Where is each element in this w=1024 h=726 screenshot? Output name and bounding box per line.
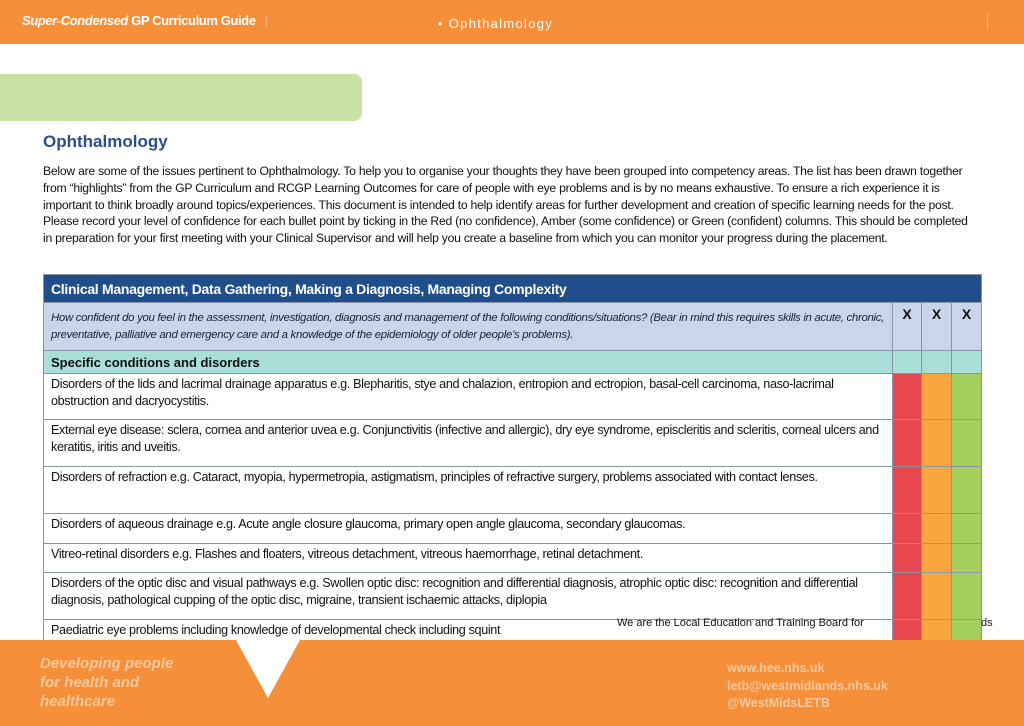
amber-tick-cell[interactable] <box>922 374 952 420</box>
condition-row <box>44 467 982 514</box>
condition-text: External eye disease: sclera, cornea and anterior uvea e.g. Conjunctivitis (infective and allergic), dry eye syndrome, episcleritis and scleritis, corneal ulcers and keratitis, iritis and uveitis. <box>44 420 893 467</box>
amber-column-mark: X <box>922 303 952 351</box>
condition-text: Disorders of the lids and lacrimal drainage apparatus e.g. Blepharitis, stye and chalazion, entropion and ectropion, basal-cell carcinoma, naso-lacrimal obstruction and dacryocystitis. <box>44 374 893 420</box>
subheading: Specific conditions and disorders <box>44 351 893 374</box>
footer-bar <box>0 640 1024 726</box>
table-heading-row <box>44 275 982 303</box>
condition-text: Disorders of aqueous drainage e.g. Acute angle closure glaucoma, primary open angle glaucoma, secondary glaucomas. <box>44 514 893 544</box>
condition-row <box>44 374 982 420</box>
table-heading: Clinical Management, Data Gathering, Making a Diagnosis, Managing Complexity <box>44 275 982 303</box>
green-tick-cell[interactable] <box>952 420 982 467</box>
condition-text: Paediatric eye problems including knowledge of developmental check including squint <box>44 620 893 650</box>
guide-title-italic: Super-Condensed <box>22 13 128 28</box>
tagline-line: for health and <box>40 674 140 691</box>
condition-row <box>44 514 982 544</box>
amber-tick-cell[interactable] <box>922 573 952 620</box>
header-bar <box>0 0 1024 44</box>
amber-tick-cell[interactable] <box>922 420 952 467</box>
condition-text: Disorders of refraction e.g. Cataract, myopia, hypermetropia, astigmatism, principles of refractive surgery, problems associated with contact lenses. <box>44 467 893 514</box>
green-tick-cell[interactable] <box>952 573 982 620</box>
section-label: • Ophthalmology <box>438 16 554 31</box>
subheading-row <box>44 351 982 374</box>
condition-text: Vitreo-retinal disorders e.g. Flashes and floaters, vitreous detachment, vitreous haemorrhage, retinal detachment. <box>44 544 893 573</box>
green-tick-cell[interactable] <box>952 544 982 573</box>
red-tick-cell[interactable] <box>893 573 922 620</box>
page-title: Ophthalmology <box>43 132 168 151</box>
green-tick-cell[interactable] <box>952 467 982 514</box>
footer-tagline <box>40 654 173 711</box>
tagline-line: healthcare <box>40 693 116 710</box>
website-link[interactable]: www.hee.nhs.uk <box>727 661 825 675</box>
red-tick-cell[interactable] <box>893 467 922 514</box>
condition-text: Disorders of the optic disc and visual pathways e.g. Swollen optic disc: recognition and differential diagnosis, atrophic optic disc: recognition and differential diagnosis, pathological cupping of the optic disc, migraine, transient ischaemic attacks, diplopia <box>44 573 893 620</box>
confidence-question: How confident do you feel in the assessment, investigation, diagnosis and management of the following conditions/situations? (Bear in mind this requires skills in acute, chronic, preventative, palliative and emergency care and a knowledge of the epidemiology of older people’s problems). <box>44 303 893 351</box>
confidence-table <box>43 274 982 650</box>
amber-tick-cell[interactable] <box>922 514 952 544</box>
condition-row <box>44 420 982 467</box>
condition-row <box>44 573 982 620</box>
amber-tick-cell[interactable] <box>922 467 952 514</box>
amber-tick-cell[interactable] <box>922 544 952 573</box>
email-link[interactable]: letb@westmidlands.nhs.uk <box>727 678 888 693</box>
condition-row <box>44 544 982 573</box>
question-row <box>44 303 982 351</box>
tagline-line: Developing people <box>40 655 174 672</box>
red-tick-cell[interactable] <box>893 544 922 573</box>
green-banner <box>0 74 362 121</box>
header-divider <box>987 14 988 30</box>
footer-ticker-text: We are the Local Education and Training Board for <box>617 617 864 629</box>
footer-notch <box>236 640 300 698</box>
red-tick-cell[interactable] <box>893 374 922 420</box>
guide-title <box>22 13 268 28</box>
footer-contacts <box>727 660 888 713</box>
header-separator: | <box>264 13 268 28</box>
red-column-mark: X <box>893 303 922 351</box>
intro-paragraph: Below are some of the issues pertinent to Ophthalmology. To help you to organise your thoughts they have been grouped into competency areas. The list has been drawn together from “highlights” from the GP Curriculum and RCGP Learning Outcomes for care of people with eye problems and is by no means exhaustive. To ensure a rich experience it is important to think broadly around topics/experiences. This document is intended to help identify areas for further development and creation of specific learning needs for the post. Please record your level of confidence for each bullet point by ticking in the Red (no confidence), Amber (some confidence) or Green (confident) columns. This should be completed in preparation for your first meeting with your Clinical Supervisor and will help you create a baseline from which you can monitor your progress during the placement. <box>43 164 968 246</box>
green-column-mark: X <box>952 303 982 351</box>
red-tick-cell[interactable] <box>893 420 922 467</box>
red-tick-cell[interactable] <box>893 514 922 544</box>
footer-ticker-end: ds <box>981 617 993 629</box>
green-tick-cell[interactable] <box>952 514 982 544</box>
twitter-link[interactable]: @WestMidsLETB <box>727 696 830 710</box>
guide-title-bold: GP Curriculum Guide <box>131 13 256 28</box>
green-tick-cell[interactable] <box>952 374 982 420</box>
